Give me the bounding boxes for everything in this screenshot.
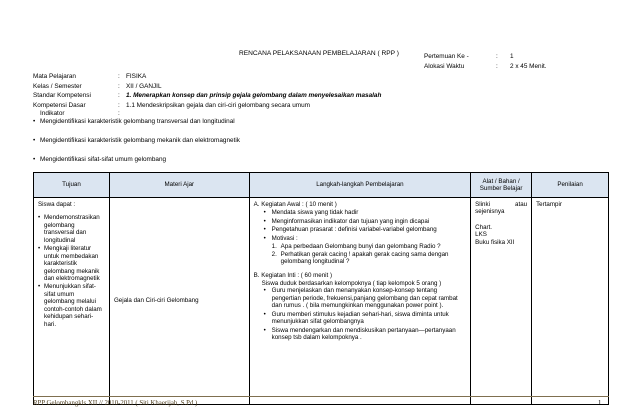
list-item <box>272 251 467 266</box>
indicator-text: Mengidentifikasi sifat-sifat umum gelombang <box>40 156 167 163</box>
step-text: Guru memberi stimulus kejadian sehari-hari, siswa diminta untuk menunjukkan sifat gelombangnya <box>271 310 449 326</box>
meeting-row <box>424 53 547 63</box>
bullet-icon: • <box>263 209 266 217</box>
kegiatan-awal-title: A. Kegiatan Awal : ( 10 menit ) <box>253 201 337 208</box>
table-row <box>34 198 609 405</box>
tujuan-text: Mengkaji literatur untuk membedakan karakteristik gelombang mekanik dan elektromagnetik <box>44 245 100 282</box>
list-item <box>33 118 240 137</box>
header-alat <box>471 173 532 198</box>
cell-langkah <box>249 198 471 405</box>
info-key: Standar Kompetensi <box>33 92 91 99</box>
colon: : <box>496 63 498 70</box>
kegiatan-awal-list <box>254 209 467 242</box>
step-text: Siswa mendengarkan dan mendiskusikan pertanyaan—pertanyaan konsep tsb dalam kelompoknya . <box>271 326 456 341</box>
cell-tujuan <box>34 198 110 405</box>
footer-text: RPP Gelombangkls XII // 2010-2011 ( Siti Khaerijah, S.Pd ) <box>33 400 198 407</box>
info-key: Kompetensi Dasar <box>33 101 86 109</box>
header-alat-line1: Alat / Bahan / <box>482 177 520 185</box>
colon: : <box>496 53 498 60</box>
cell-materi: Gejala dan Ciri-ciri Gelombang <box>109 198 249 405</box>
bullet-icon: • <box>38 245 41 253</box>
info-row <box>33 92 381 102</box>
document-title: RENCANA PELAKSANAAN PEMBELAJARAN ( RPP ) <box>238 50 399 57</box>
alat-text: Chart. <box>475 223 493 231</box>
info-key: Kelas / Semester <box>33 82 82 90</box>
bullet-icon: • <box>33 137 36 144</box>
header-alat-line2: Sumber Belajar <box>479 185 523 192</box>
lesson-plan-table <box>33 172 609 405</box>
bullet-icon: • <box>263 226 266 234</box>
list-item <box>264 235 467 242</box>
list-item <box>264 218 467 225</box>
footer-divider <box>33 396 609 397</box>
list-item <box>33 137 240 156</box>
list-item <box>38 214 105 244</box>
tujuan-intro: Siswa dapat : <box>38 201 76 208</box>
header-langkah: Langkah-langkah Pembelajaran <box>249 173 471 198</box>
table-header-row <box>34 173 609 198</box>
tujuan-text: Menunjukkan sifat-sifat umum gelombang melalui contoh-contoh dalam kehidupan sehari-hari. <box>44 283 102 328</box>
header-penilaian: Penilaian <box>532 173 609 198</box>
info-row <box>33 73 381 83</box>
tujuan-text: Mendemonstrasikan gelombang transversal dan longitudinal <box>44 214 100 244</box>
meeting-row <box>424 63 547 73</box>
alat-text: LKS <box>475 231 487 239</box>
motivasi-text: Perhatikan gerak cacing ! apakah gerak cacing sama dengan gelombang longitudinal ? <box>280 250 449 266</box>
list-item <box>264 287 467 309</box>
motivasi-text: Apa perbedaan Gelombang bunyi dan gelombang Radio ? <box>280 243 441 251</box>
list-item <box>264 327 467 342</box>
meeting-value: 1 <box>510 53 514 60</box>
colon: : <box>118 82 120 90</box>
bullet-icon: • <box>263 287 266 295</box>
bullet-icon: • <box>33 156 36 163</box>
alat-text: Buku fisika XII <box>475 238 515 246</box>
bullet-icon: • <box>263 217 266 225</box>
step-text: Mendata siswa yang tidak hadir <box>271 209 359 217</box>
kegiatan-inti-title: B. Kegiatan Inti : ( 60 menit ) <box>253 271 333 279</box>
info-row <box>33 83 381 93</box>
step-text: Guru menjelaskan dan menanyakan konsep-konsep tentang pengertian periode, frekuensi,panjang gelombang dan cepat rambat dan rumus . ( bila memungkinkan menggunakan power point ). <box>271 287 458 310</box>
list-item <box>264 226 467 233</box>
header-tujuan: Tujuan <box>34 173 110 198</box>
item-number: 1. <box>271 243 277 251</box>
indicator-text: Mengidentifikasi karakteristik gelombang transversal dan longitudinal <box>40 118 235 125</box>
colon: : <box>118 73 120 80</box>
bullet-icon: • <box>263 326 266 334</box>
indicator-text: Mengidentifikasi karakteristik gelombang mekanik dan elektromagnetik <box>40 137 240 144</box>
header-materi: Materi Ajar <box>109 173 249 198</box>
indicator-label: Indikator <box>40 110 65 117</box>
alat-text: Slinki <box>475 201 490 208</box>
bullet-icon: • <box>263 310 266 318</box>
motivasi-list <box>254 243 467 265</box>
step-text: Menginformasikan indikator dan tujuan yang ingin dicapai <box>271 217 430 225</box>
list-item <box>264 209 467 216</box>
list-item <box>38 245 105 282</box>
step-text: Motivasi : <box>271 234 298 242</box>
course-info <box>33 73 381 111</box>
meeting-key: Alokasi Waktu <box>424 63 465 70</box>
info-key: Mata Pelajaran <box>33 73 76 80</box>
info-value: 1.1 Mendeskripsikan gejala dan ciri-ciri gelombang secara umum <box>126 101 310 109</box>
tujuan-list <box>38 214 105 328</box>
cell-alat <box>471 198 532 405</box>
bullet-icon: • <box>38 214 41 222</box>
item-number: 2. <box>271 250 277 258</box>
alat-text: atau <box>515 201 528 208</box>
info-value: XII / GANJIL <box>126 82 162 90</box>
meeting-value: 2 x 45 Menit. <box>510 63 547 70</box>
list-item <box>264 311 467 326</box>
bullet-icon: • <box>263 234 266 242</box>
info-value: 1. Menerapkan konsep dan prinsip gejala gelombang dalam menyelesaikan masalah <box>126 92 382 99</box>
page-number: 1 <box>598 400 602 407</box>
meeting-key: Pertemuan Ke - <box>424 53 469 60</box>
list-item <box>272 243 467 250</box>
colon: : <box>118 110 120 117</box>
alat-line <box>475 201 527 208</box>
indicator-list <box>33 118 240 175</box>
step-text: Pengetahuan prasarat : definisi variabel-variabel gelombang <box>271 226 437 234</box>
info-value: FISIKA <box>126 73 147 80</box>
colon: : <box>118 92 120 99</box>
bullet-icon: • <box>38 283 41 291</box>
cell-penilaian: Tertampir <box>532 198 609 405</box>
alat-text: sejenisnya <box>475 208 505 216</box>
colon: : <box>118 101 120 109</box>
kegiatan-inti-list <box>254 287 467 341</box>
list-item <box>38 283 105 328</box>
meeting-info <box>424 53 547 73</box>
info-row <box>33 102 381 112</box>
kegiatan-inti-intro: Siswa duduk berdasarkan kelompoknya ( tiap kelompok 5 orang ) <box>261 279 442 287</box>
bullet-icon: • <box>33 118 36 125</box>
